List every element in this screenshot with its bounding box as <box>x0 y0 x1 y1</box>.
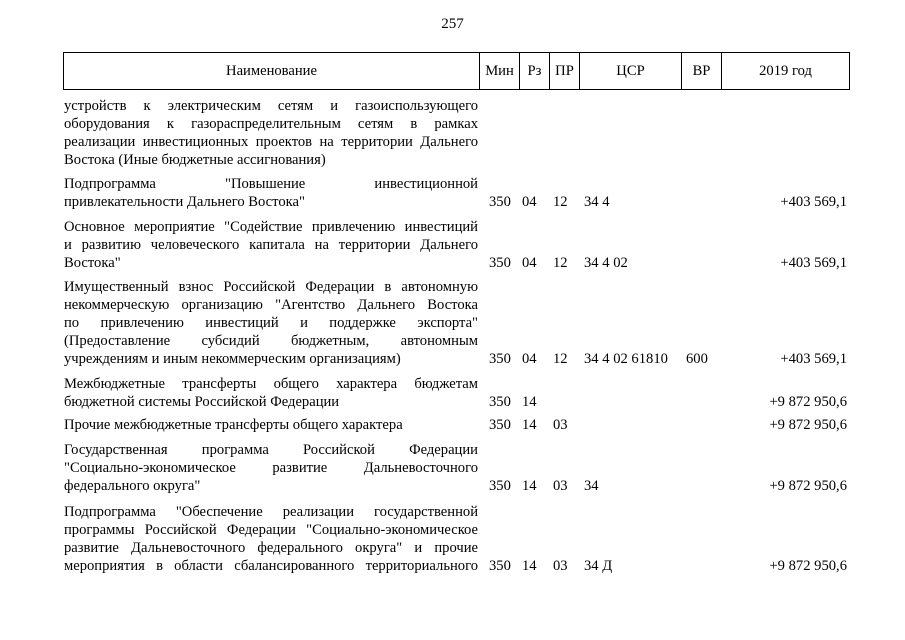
header-rz: Рз <box>520 53 550 89</box>
row-name-line: привлекательности Дальнего Востока" <box>64 194 305 210</box>
row-name-line: бюджетной системы Российской Федерации <box>64 394 340 410</box>
row-min: 350 <box>489 417 511 433</box>
header-year: 2019 год <box>759 62 812 79</box>
row-min: 350 <box>489 478 511 494</box>
row-name-line: Прочие межбюджетные трансферты общего характера <box>64 417 403 433</box>
row-min: 350 <box>489 558 511 574</box>
row-min: 350 <box>489 194 511 210</box>
row-name-line: по привлечению инвестиций и поддержке экспорта" <box>64 315 478 331</box>
row-amount: +403 569,1 <box>780 255 847 271</box>
row-csr: 34 4 02 61810 <box>584 351 668 367</box>
row-csr: 34 4 02 <box>584 255 628 271</box>
row-name-line: (Предоставление субсидий бюджетным, автономным <box>64 333 478 349</box>
row-name <box>64 416 478 434</box>
row-name-line: устройств к электрическим сетям и газоиспользующего <box>64 98 478 114</box>
row-min: 350 <box>489 394 511 410</box>
row-csr: 34 <box>584 478 599 494</box>
row-name <box>64 441 478 495</box>
row-rz: 14 <box>522 558 537 574</box>
row-min: 350 <box>489 255 511 271</box>
row-name-line: и развитию человеческого капитала на территории Дальнего <box>64 237 478 253</box>
row-pr: 12 <box>553 194 568 210</box>
row-csr: 34 Д <box>584 558 613 574</box>
row-amount: +9 872 950,6 <box>769 478 847 494</box>
row-name-line: "Социально-экономическое развитие Дальневосточного <box>64 460 478 476</box>
row-rz: 04 <box>522 351 537 367</box>
row-amount: +9 872 950,6 <box>769 558 847 574</box>
row-name-line: программы Российской Федерации "Социально-экономическое <box>64 522 478 538</box>
row-name-line: Подпрограмма "Обеспечение реализации государственной <box>64 504 478 520</box>
row-name-line: развитие Дальневосточного федерального округа" и прочие <box>64 540 478 556</box>
row-amount: +403 569,1 <box>780 351 847 367</box>
row-csr: 34 4 <box>584 194 610 210</box>
row-amount: +9 872 950,6 <box>769 417 847 433</box>
row-rz: 14 <box>522 417 537 433</box>
row-name-line: мероприятия в области сбалансированного территориального <box>64 558 478 574</box>
row-name-line: реализации инвестиционных проектов на территории Дальнего <box>64 134 478 150</box>
table-header <box>63 52 850 90</box>
row-name-line: Востока (Иные бюджетные ассигнования) <box>64 152 326 168</box>
row-name <box>64 97 478 169</box>
row-name-line: оборудования к газораспределительным сетям в рамках <box>64 116 478 132</box>
row-name-line: Государственная программа Российской Федерации <box>64 442 478 458</box>
row-name-line: федерального округа" <box>64 478 201 494</box>
header-csr: ЦСР <box>580 53 682 89</box>
row-rz: 14 <box>522 394 537 410</box>
row-pr: 03 <box>553 478 568 494</box>
row-name-line: некоммерческую организацию "Агентство Дальнего Востока <box>64 297 478 313</box>
row-name <box>64 278 478 368</box>
header-pr: ПР <box>550 53 580 89</box>
row-min: 350 <box>489 351 511 367</box>
row-name <box>64 218 478 272</box>
row-rz: 04 <box>522 255 537 271</box>
row-name <box>64 175 478 211</box>
row-pr: 03 <box>553 558 568 574</box>
row-pr: 12 <box>553 351 568 367</box>
row-name-line: Подпрограмма "Повышение инвестиционной <box>64 176 478 192</box>
row-pr: 03 <box>553 417 568 433</box>
row-amount: +9 872 950,6 <box>769 394 847 410</box>
row-name-line: Имущественный взнос Российской Федерации в автономную <box>64 279 478 295</box>
header-min: Мин <box>480 53 520 89</box>
row-name-line: учреждениям и иным некоммерческим организациям) <box>64 351 401 367</box>
header-name: Наименование <box>64 53 480 89</box>
row-pr: 12 <box>553 255 568 271</box>
row-name-line: Основное мероприятие "Содействие привлечению инвестиций <box>64 219 478 235</box>
row-name <box>64 375 478 411</box>
row-name-line: Межбюджетные трансферты общего характера бюджетам <box>64 376 478 392</box>
row-rz: 04 <box>522 194 537 210</box>
row-vr: 600 <box>686 351 708 367</box>
page-number: 257 <box>441 16 464 32</box>
header-vr: ВР <box>682 53 722 89</box>
row-amount: +403 569,1 <box>780 194 847 210</box>
row-name <box>64 503 478 575</box>
row-name-line: Востока" <box>64 255 121 271</box>
row-rz: 14 <box>522 478 537 494</box>
